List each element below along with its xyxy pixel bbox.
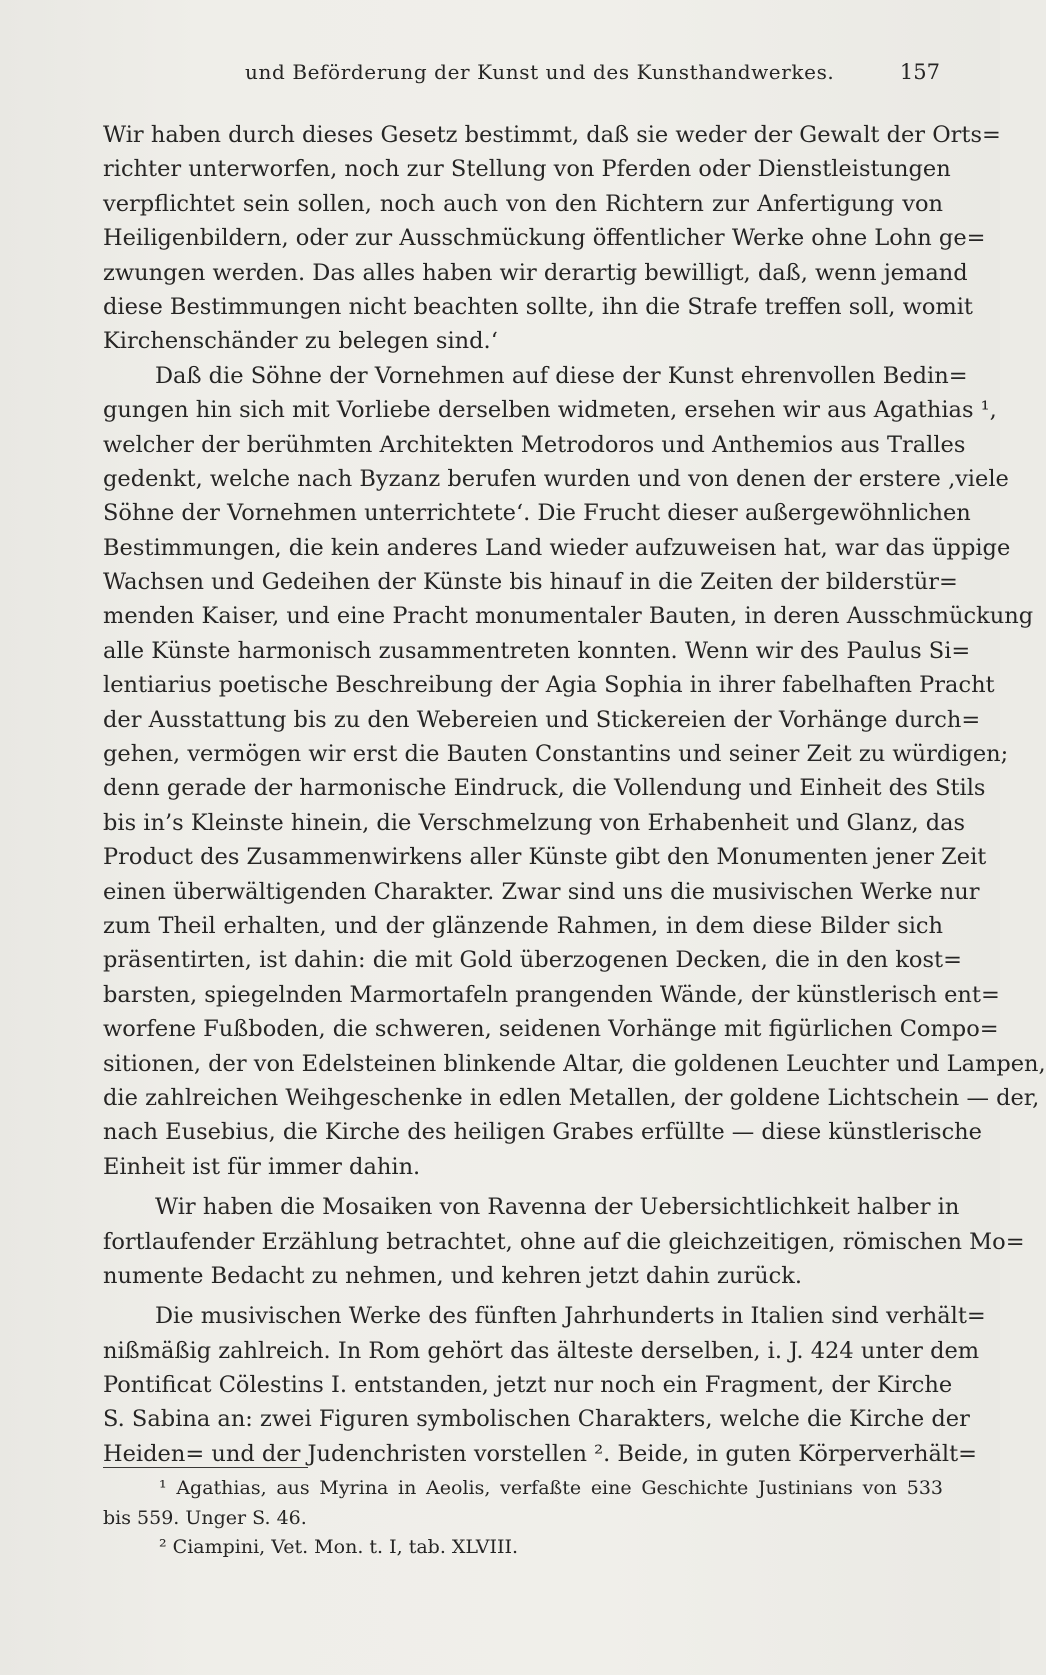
text-line: Einheit ist für immer dahin. [103,1153,421,1180]
text-line: gungen hin sich mit Vorliebe derselben widmeten, ersehen wir aus Agathias ¹, [103,397,997,424]
text-line: richter unterworfen, noch zur Stellung von Pferden oder Dienstleistungen [103,156,951,183]
footnote-line: bis 559. Unger S. 46. [103,1506,307,1529]
text-line: barsten, spiegelnden Marmortafeln prangenden Wände, der künstlerisch ent= [103,981,1000,1008]
footnote-line: ¹ Agathias, aus Myrina in Aeolis, verfaßte eine Geschichte Justinians von 533 [159,1477,943,1499]
text-line: Wachsen und Gedeihen der Künste bis hinauf in die Zeiten der bilderstür= [103,569,958,596]
text-line: verpflichtet sein sollen, noch auch von den Richtern zur Anfertigung von [103,190,943,217]
text-line: Wir haben die Mosaiken von Ravenna der Uebersichtlichkeit halber in [155,1194,960,1221]
text-line: nach Eusebius, die Kirche des heiligen Grabes erfüllte — diese künstlerische [103,1119,982,1146]
footnotes [103,1474,943,1563]
text-line: sitionen, der von Edelsteinen blinkende Altar, die goldenen Leuchter und Lampen, [103,1050,1046,1077]
text-line: menden Kaiser, und eine Pracht monumentaler Bauten, in deren Ausschmückung [103,603,1034,630]
text-line: nißmäßig zahlreich. In Rom gehört das älteste derselben, i. J. 424 unter dem [103,1337,980,1364]
text-line: Kirchenschänder zu belegen sind.‘ [103,328,498,355]
text-line: worfene Fußboden, die schweren, seidenen Vorhänge mit figürlichen Compo= [103,1016,999,1043]
text-line: gehen, vermögen wir erst die Bauten Constantins und seiner Zeit zu würdigen; [103,741,1009,768]
body-text [103,118,1046,1471]
text-line: gedenkt, welche nach Byzanz berufen wurden und von denen der erstere ‚viele [103,465,1009,492]
page-number: 157 [899,60,940,84]
text-line: welcher der berühmten Architekten Metrodoros und Anthemios aus Tralles [103,431,966,458]
text-line: Heiden= und der Judenchristen vorstellen ². Beide, in guten Körperverhält= [103,1440,977,1467]
text-line: bis in’s Kleinste hinein, die Verschmelzung von Erhabenheit und Glanz, das [103,809,966,836]
text-line: Bestimmungen, die kein anderes Land wieder aufzuweisen hat, war das üppige [103,534,1011,561]
footnote-line: ² Ciampini, Vet. Mon. t. I, tab. XLVIII. [159,1536,519,1558]
text-line: der Ausstattung bis zu den Webereien und Stickereien der Vorhänge durch= [103,706,981,733]
text-line: die zahlreichen Weihgeschenke in edlen Metallen, der goldene Lichtschein — der, [103,1084,1040,1111]
footnote-divider [103,1467,308,1468]
running-head-title: und Beförderung der Kunst und des Kunsthandwerkes. [245,60,835,84]
text-line: diese Bestimmungen nicht beachten sollte, ihn die Strafe treffen soll, womit [103,293,973,320]
text-line: zum Theil erhalten, und der glänzende Rahmen, in dem diese Bilder sich [103,912,943,939]
text-line: Product des Zusammenwirkens aller Künste gibt den Monumenten jener Zeit [103,844,987,871]
running-head [105,60,940,90]
text-line: einen überwältigenden Charakter. Zwar sind uns die musivischen Werke nur [103,878,980,905]
text-line: präsentirten, ist dahin: die mit Gold überzogenen Decken, die in den kost= [103,947,962,974]
text-line: Söhne der Vornehmen unterrichtete‘. Die Frucht dieser außergewöhnlichen [103,500,971,527]
text-line: Daß die Söhne der Vornehmen auf diese der Kunst ehrenvollen Bedin= [155,362,968,389]
text-line: Die musivischen Werke des fünften Jahrhunderts in Italien sind verhält= [155,1303,986,1330]
text-line: alle Künste harmonisch zusammentreten konnten. Wenn wir des Paulus Si= [103,637,971,664]
text-line: denn gerade der harmonische Eindruck, die Vollendung und Einheit des Stils [103,775,986,802]
text-line: Pontificat Cölestins I. entstanden, jetzt nur noch ein Fragment, der Kirche [103,1372,953,1399]
text-line: fortlaufender Erzählung betrachtet, ohne auf die gleichzeitigen, römischen Mo= [103,1228,1025,1255]
text-line: Wir haben durch dieses Gesetz bestimmt, daß sie weder der Gewalt der Orts= [103,122,1001,148]
text-line: S. Sabina an: zwei Figuren symbolischen Charakters, welche die Kirche der [103,1406,970,1433]
text-line: lentiarius poetische Beschreibung der Agia Sophia in ihrer fabelhaften Pracht [103,672,995,699]
text-line: Heiligenbildern, oder zur Ausschmückung öffentlicher Werke ohne Lohn ge= [103,225,986,252]
text-line: zwungen werden. Das alles haben wir derartig bewilligt, daß, wenn jemand [103,259,968,286]
text-line: numente Bedacht zu nehmen, und kehren jetzt dahin zurück. [103,1262,803,1289]
